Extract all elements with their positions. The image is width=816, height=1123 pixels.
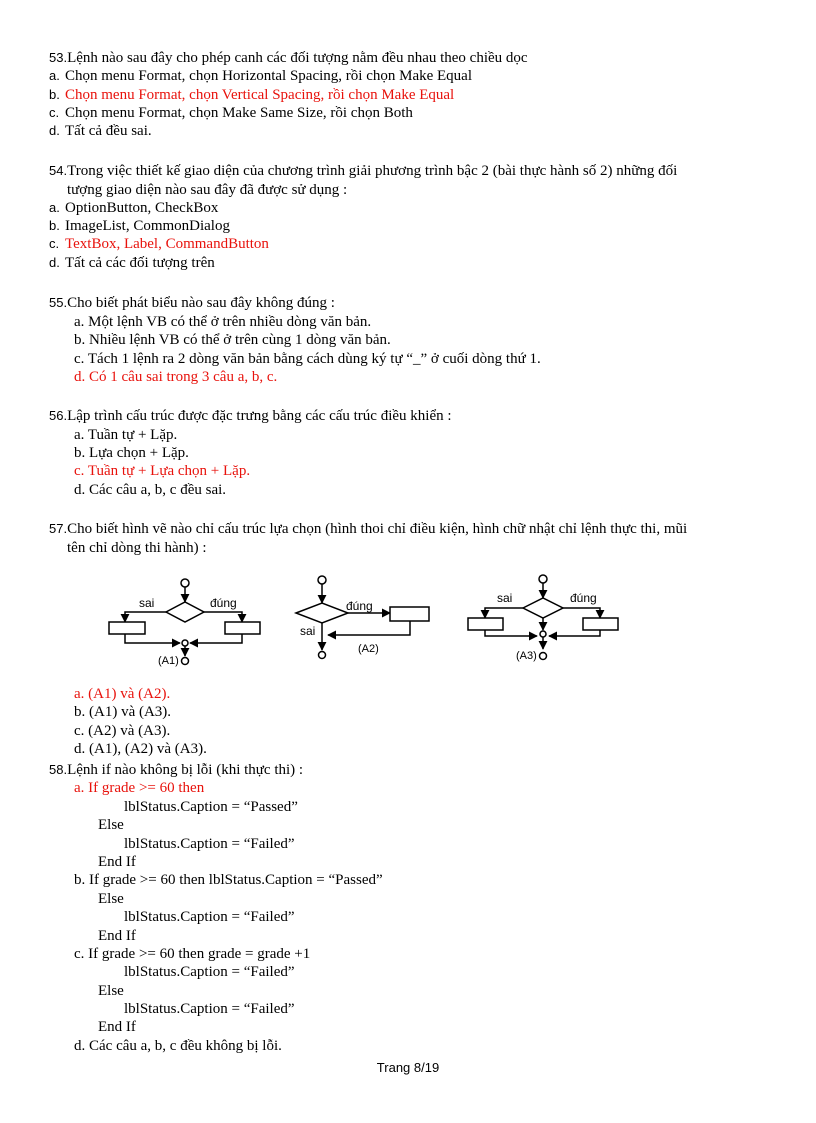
option-label: c. — [49, 236, 60, 251]
option-text: Tất cả các đối tượng trên — [65, 255, 215, 271]
question-text: Lệnh nào sau đây cho phép canh các đối tượng nằm đều nhau theo chiều dọc — [67, 50, 528, 66]
code-line: Else — [98, 817, 124, 833]
option-text: TextBox, Label, CommandButton — [65, 236, 269, 252]
question-text: Cho biết hình vẽ nào chỉ cấu trúc lựa chọn (hình thoi chỉ điều kiện, hình chữ nhật chỉ lệnh thực thi, mũi — [67, 521, 688, 537]
option-55b: b. Nhiều lệnh VB có thể ở trên cùng 1 dòng văn bản. — [74, 332, 391, 348]
question-56 — [49, 407, 452, 425]
code-line: lblStatus.Caption = “Failed” — [124, 909, 295, 925]
code-line: lblStatus.Caption = “Failed” — [124, 964, 295, 980]
question-number: 53. — [49, 50, 68, 65]
option-text: Chọn menu Format, chọn Vertical Spacing, rồi chọn Make Equal — [65, 87, 455, 103]
option-55c: c. Tách 1 lệnh ra 2 dòng văn bản bằng cách dùng ký tự “_” ở cuối dòng thứ 1. — [74, 351, 541, 367]
option-58b: b. If grade >= 60 then lblStatus.Caption = “Passed” — [74, 872, 383, 888]
label-true: đúng — [346, 599, 373, 613]
option-53d — [49, 122, 152, 140]
option-54d — [49, 254, 215, 272]
label-false: sai — [300, 624, 316, 638]
question-57-line2: tên chỉ dòng thi hành) : — [67, 540, 207, 556]
flowchart-a3 — [462, 572, 627, 667]
false-branch-box — [109, 622, 145, 634]
question-57 — [49, 520, 687, 538]
true-branch-box — [390, 607, 429, 621]
option-54a — [49, 199, 218, 217]
question-54-line2: tượng giao diện nào sau đây đã được sử dụng : — [67, 182, 348, 198]
question-number: 56. — [49, 408, 68, 423]
option-57c: c. (A2) và (A3). — [74, 723, 171, 739]
code-line: Else — [98, 983, 124, 999]
option-text: Tất cả đều sai. — [65, 123, 152, 139]
option-56d: d. Các câu a, b, c đều sai. — [74, 482, 227, 498]
option-53b-answer — [49, 86, 454, 104]
question-number: 57. — [49, 521, 68, 536]
code-line: End If — [98, 1019, 136, 1035]
flowchart-a1 — [100, 572, 270, 672]
false-branch-box — [468, 618, 503, 630]
page-footer: Trang 8/19 — [376, 1060, 440, 1075]
decision-diamond — [296, 603, 348, 623]
option-label: a. — [49, 68, 60, 83]
label-true: đúng — [210, 596, 237, 610]
question-text: Trong việc thiết kế giao diện của chương trình giải phương trình bậc 2 (bài thực hành số 2) những đối — [67, 163, 678, 179]
option-57a-answer: a. (A1) và (A2). — [74, 686, 171, 702]
question-number: 54. — [49, 163, 68, 178]
option-57d: d. (A1), (A2) và (A3). — [74, 741, 207, 757]
option-label: b. — [49, 87, 60, 102]
code-line: End If — [98, 928, 136, 944]
option-56a: a. Tuần tự + Lặp. — [74, 427, 178, 443]
true-branch-box — [583, 618, 618, 630]
question-text: Lệnh if nào không bị lỗi (khi thực thi) : — [67, 762, 304, 778]
option-text: OptionButton, CheckBox — [65, 200, 219, 216]
option-58c: c. If grade >= 60 then grade = grade +1 — [74, 946, 311, 962]
code-line: Else — [98, 891, 124, 907]
option-57b: b. (A1) và (A3). — [74, 704, 172, 720]
decision-diamond — [523, 598, 563, 618]
label-false: sai — [139, 596, 155, 610]
option-label: b. — [49, 218, 60, 233]
option-text: ImageList, CommonDialog — [65, 218, 230, 234]
option-53a — [49, 67, 472, 85]
label-a1: (A1) — [158, 655, 179, 667]
decision-diamond — [166, 602, 204, 622]
question-58 — [49, 761, 303, 779]
option-text: Chọn menu Format, chọn Make Same Size, rồi chọn Both — [65, 105, 413, 121]
flowchart-a2 — [290, 572, 440, 667]
option-label: a. — [49, 200, 60, 215]
option-56b: b. Lựa chọn + Lặp. — [74, 445, 189, 461]
code-line: lblStatus.Caption = “Passed” — [124, 799, 298, 815]
code-line: lblStatus.Caption = “Failed” — [124, 836, 295, 852]
option-label: d. — [49, 255, 60, 270]
question-53 — [49, 49, 528, 67]
option-label: c. — [49, 105, 60, 120]
question-number: 55. — [49, 295, 68, 310]
option-58d: d. Các câu a, b, c đều không bị lỗi. — [74, 1038, 282, 1054]
label-a2: (A2) — [358, 643, 379, 655]
label-true: đúng — [570, 591, 597, 605]
option-55d-answer: d. Có 1 câu sai trong 3 câu a, b, c. — [74, 369, 278, 385]
code-line: lblStatus.Caption = “Failed” — [124, 1001, 295, 1017]
label-false: sai — [497, 591, 513, 605]
option-53c — [49, 104, 413, 122]
option-54c-answer — [49, 235, 269, 253]
option-54b — [49, 217, 230, 235]
option-55a: a. Một lệnh VB có thể ở trên nhiều dòng văn bản. — [74, 314, 372, 330]
question-text: Lập trình cấu trúc được đặc trưng bằng các cấu trúc điều khiển : — [67, 408, 452, 424]
true-branch-box — [225, 622, 260, 634]
question-54 — [49, 162, 677, 180]
question-55 — [49, 294, 335, 312]
option-label: d. — [49, 123, 60, 138]
label-a3: (A3) — [516, 650, 537, 662]
option-58a-answer: a. If grade >= 60 then — [74, 780, 205, 796]
option-text: Chọn menu Format, chọn Horizontal Spacing, rồi chọn Make Equal — [65, 68, 472, 84]
question-text: Cho biết phát biểu nào sau đây không đúng : — [67, 295, 335, 311]
code-line: End If — [98, 854, 136, 870]
question-number: 58. — [49, 762, 68, 777]
option-56c-answer: c. Tuần tự + Lựa chọn + Lặp. — [74, 463, 251, 479]
